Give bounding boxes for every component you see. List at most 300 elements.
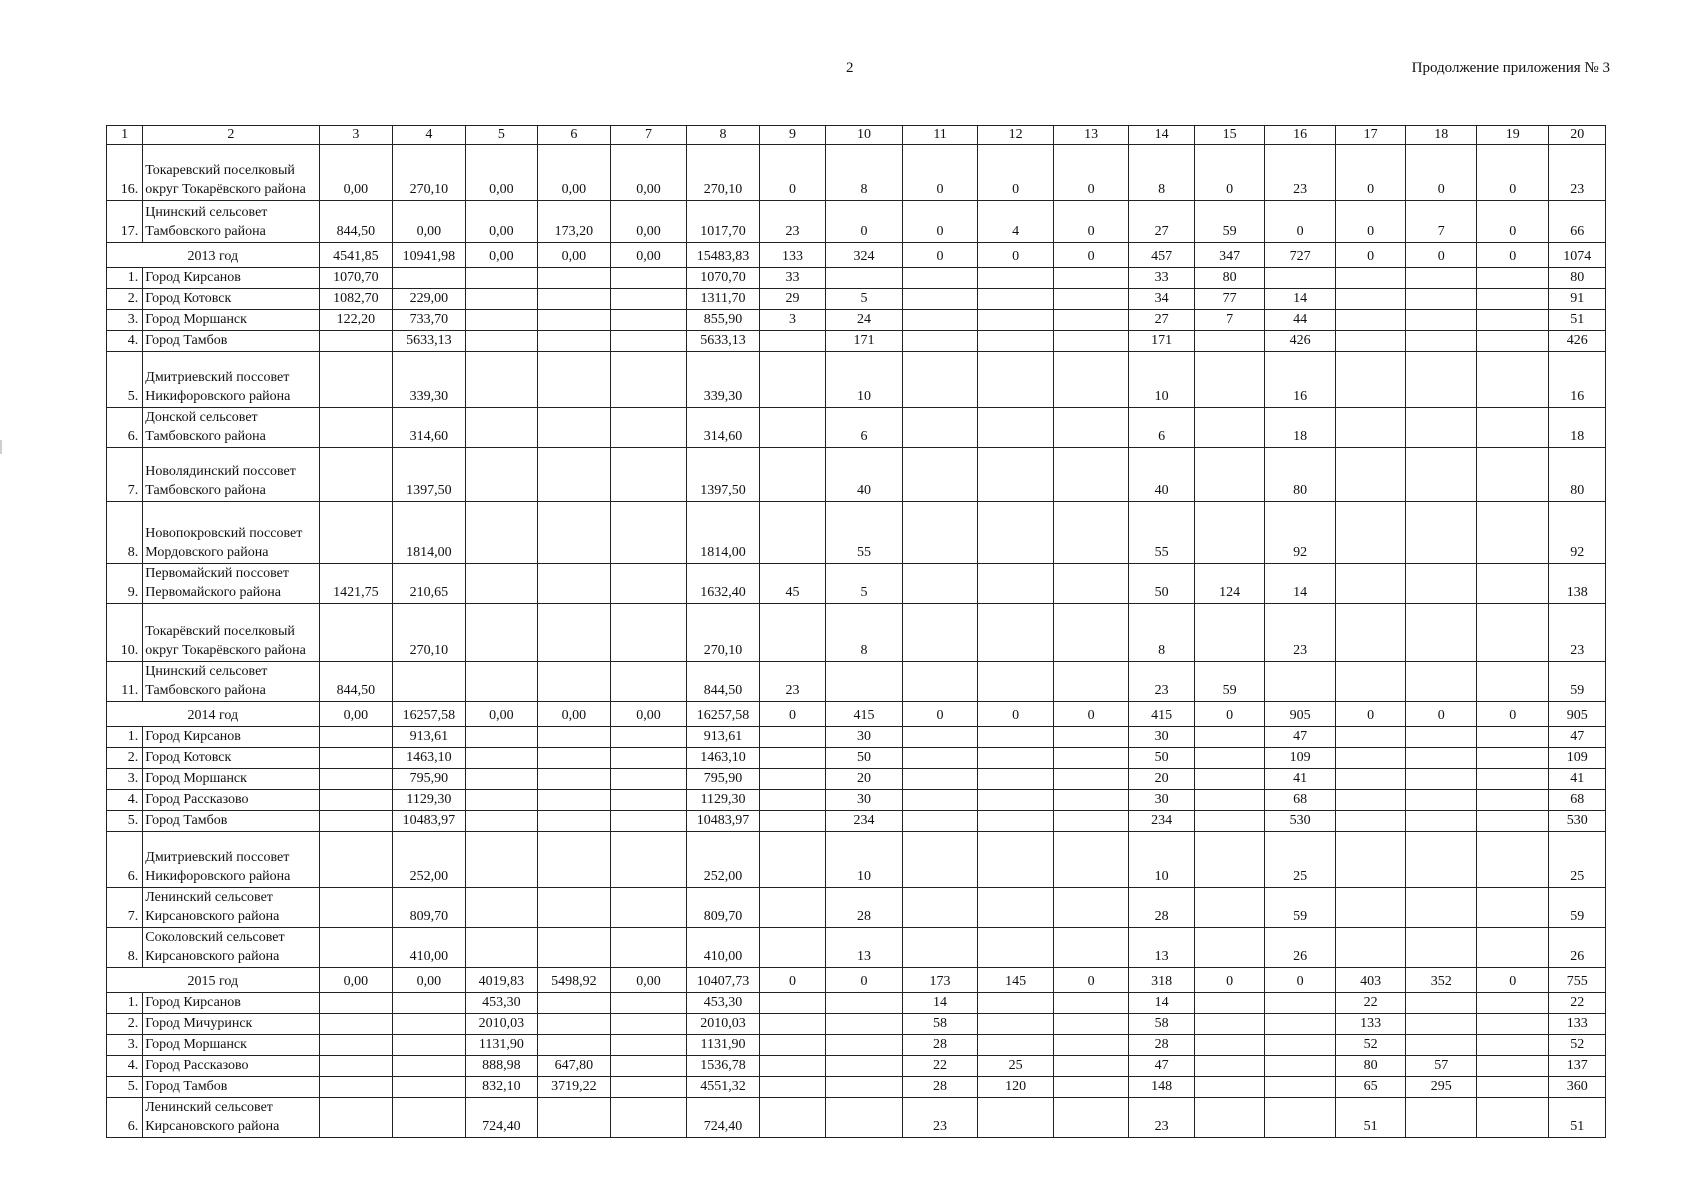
value-cell: 145 bbox=[978, 968, 1054, 993]
value-cell: 14 bbox=[1265, 564, 1336, 604]
value-cell bbox=[978, 268, 1054, 289]
value-cell: 91 bbox=[1549, 289, 1606, 310]
value-cell: 65 bbox=[1335, 1077, 1406, 1098]
value-cell bbox=[610, 662, 687, 702]
value-cell bbox=[1194, 331, 1265, 352]
value-cell bbox=[826, 1098, 903, 1138]
value-cell bbox=[1194, 832, 1265, 888]
value-cell bbox=[1194, 352, 1265, 408]
value-cell bbox=[978, 662, 1054, 702]
value-cell bbox=[1335, 928, 1406, 968]
table-row bbox=[107, 408, 1606, 448]
column-header: 5 bbox=[465, 126, 538, 145]
value-cell: 0 bbox=[902, 145, 978, 201]
value-cell: 0 bbox=[759, 968, 825, 993]
value-cell: 55 bbox=[826, 502, 903, 564]
value-cell bbox=[465, 928, 538, 968]
value-cell: 0,00 bbox=[610, 145, 687, 201]
row-number: 4. bbox=[107, 1056, 143, 1077]
value-cell: 28 bbox=[826, 888, 903, 928]
value-cell: 457 bbox=[1129, 243, 1194, 268]
value-cell: 415 bbox=[826, 702, 903, 727]
value-cell: 3719,22 bbox=[538, 1077, 611, 1098]
value-cell: 0,00 bbox=[465, 702, 538, 727]
value-cell bbox=[610, 1098, 687, 1138]
value-cell: 844,50 bbox=[319, 201, 393, 243]
row-number: 6. bbox=[107, 832, 143, 888]
value-cell bbox=[1053, 268, 1129, 289]
municipality-name: Цнинский сельсовет Тамбовского района bbox=[143, 662, 319, 702]
table-row bbox=[107, 1035, 1606, 1056]
value-cell: 733,70 bbox=[393, 310, 466, 331]
value-cell: 120 bbox=[978, 1077, 1054, 1098]
value-cell bbox=[465, 564, 538, 604]
value-cell bbox=[465, 352, 538, 408]
value-cell bbox=[1476, 748, 1549, 769]
table-row bbox=[107, 448, 1606, 502]
value-cell bbox=[1406, 662, 1477, 702]
value-cell: 23 bbox=[1265, 145, 1336, 201]
value-cell bbox=[902, 748, 978, 769]
value-cell: 0,00 bbox=[610, 702, 687, 727]
municipality-name: Город Котовск bbox=[143, 748, 319, 769]
value-cell: 25 bbox=[1265, 832, 1336, 888]
value-cell: 6 bbox=[826, 408, 903, 448]
value-cell: 173 bbox=[902, 968, 978, 993]
value-cell: 133 bbox=[1335, 1014, 1406, 1035]
value-cell: 33 bbox=[759, 268, 825, 289]
value-cell: 0 bbox=[1476, 201, 1549, 243]
value-cell bbox=[610, 502, 687, 564]
value-cell bbox=[978, 1035, 1054, 1056]
municipality-name: Город Кирсанов bbox=[143, 268, 319, 289]
value-cell: 27 bbox=[1129, 310, 1194, 331]
value-cell: 913,61 bbox=[393, 727, 466, 748]
value-cell bbox=[319, 769, 393, 790]
value-cell: 15483,83 bbox=[687, 243, 760, 268]
value-cell: 59 bbox=[1194, 201, 1265, 243]
value-cell: 0,00 bbox=[393, 201, 466, 243]
value-cell: 29 bbox=[759, 289, 825, 310]
value-cell: 1129,30 bbox=[687, 790, 760, 811]
value-cell: 844,50 bbox=[319, 662, 393, 702]
value-cell: 360 bbox=[1549, 1077, 1606, 1098]
value-cell bbox=[1335, 748, 1406, 769]
value-cell bbox=[538, 1035, 611, 1056]
row-number: 6. bbox=[107, 408, 143, 448]
municipality-name: Токарёвский поселковый округ Токарёвского района bbox=[143, 604, 319, 662]
value-cell: 0 bbox=[1335, 702, 1406, 727]
value-cell bbox=[1335, 811, 1406, 832]
municipality-name: Город Кирсанов bbox=[143, 993, 319, 1014]
value-cell: 1814,00 bbox=[393, 502, 466, 564]
value-cell: 347 bbox=[1194, 243, 1265, 268]
value-cell bbox=[978, 832, 1054, 888]
value-cell bbox=[538, 331, 611, 352]
value-cell bbox=[538, 268, 611, 289]
value-cell: 13 bbox=[1129, 928, 1194, 968]
value-cell bbox=[319, 1014, 393, 1035]
column-header: 12 bbox=[978, 126, 1054, 145]
value-cell: 24 bbox=[826, 310, 903, 331]
value-cell bbox=[902, 769, 978, 790]
table-row bbox=[107, 790, 1606, 811]
row-number: 1. bbox=[107, 268, 143, 289]
value-cell bbox=[1053, 352, 1129, 408]
value-cell: 0,00 bbox=[319, 968, 393, 993]
value-cell bbox=[393, 662, 466, 702]
value-cell bbox=[978, 811, 1054, 832]
year-summary-row bbox=[107, 968, 1606, 993]
value-cell: 28 bbox=[1129, 888, 1194, 928]
value-cell: 18 bbox=[1549, 408, 1606, 448]
table-row bbox=[107, 289, 1606, 310]
value-cell: 50 bbox=[1129, 564, 1194, 604]
value-cell: 2010,03 bbox=[465, 1014, 538, 1035]
row-number: 5. bbox=[107, 1077, 143, 1098]
value-cell bbox=[393, 1014, 466, 1035]
value-cell bbox=[1476, 727, 1549, 748]
value-cell bbox=[1265, 1035, 1336, 1056]
value-cell bbox=[1476, 1035, 1549, 1056]
value-cell bbox=[1406, 604, 1477, 662]
table-row bbox=[107, 769, 1606, 790]
value-cell bbox=[1406, 310, 1477, 331]
value-cell bbox=[1476, 331, 1549, 352]
value-cell: 45 bbox=[759, 564, 825, 604]
value-cell: 109 bbox=[1549, 748, 1606, 769]
value-cell bbox=[1265, 268, 1336, 289]
value-cell bbox=[1406, 448, 1477, 502]
value-cell: 8 bbox=[1129, 145, 1194, 201]
table-row bbox=[107, 145, 1606, 201]
value-cell: 80 bbox=[1194, 268, 1265, 289]
municipality-name: Дмитриевский поссовет Никифоровского района bbox=[143, 832, 319, 888]
value-cell bbox=[538, 352, 611, 408]
column-header: 14 bbox=[1129, 126, 1194, 145]
value-cell: 122,20 bbox=[319, 310, 393, 331]
municipality-name: Город Моршанск bbox=[143, 1035, 319, 1056]
value-cell bbox=[1194, 888, 1265, 928]
value-cell bbox=[759, 1056, 825, 1077]
value-cell: 50 bbox=[1129, 748, 1194, 769]
value-cell bbox=[1335, 832, 1406, 888]
value-cell: 0 bbox=[1194, 145, 1265, 201]
value-cell: 0 bbox=[1053, 702, 1129, 727]
value-cell: 47 bbox=[1129, 1056, 1194, 1077]
value-cell bbox=[610, 832, 687, 888]
value-cell: 1814,00 bbox=[687, 502, 760, 564]
value-cell: 410,00 bbox=[687, 928, 760, 968]
value-cell bbox=[978, 928, 1054, 968]
year-summary-row bbox=[107, 243, 1606, 268]
value-cell bbox=[465, 832, 538, 888]
value-cell bbox=[1053, 289, 1129, 310]
value-cell bbox=[1335, 564, 1406, 604]
value-cell bbox=[1335, 769, 1406, 790]
value-cell bbox=[1406, 993, 1477, 1014]
value-cell bbox=[319, 928, 393, 968]
row-number: 3. bbox=[107, 310, 143, 331]
value-cell: 4 bbox=[978, 201, 1054, 243]
value-cell bbox=[978, 727, 1054, 748]
value-cell: 16257,58 bbox=[393, 702, 466, 727]
value-cell bbox=[1194, 604, 1265, 662]
municipality-name: Город Тамбов bbox=[143, 331, 319, 352]
table-row bbox=[107, 748, 1606, 769]
value-cell bbox=[978, 993, 1054, 1014]
value-cell bbox=[1053, 408, 1129, 448]
row-number: 6. bbox=[107, 1098, 143, 1138]
value-cell bbox=[1265, 1077, 1336, 1098]
value-cell bbox=[610, 268, 687, 289]
value-cell: 10 bbox=[826, 352, 903, 408]
value-cell: 14 bbox=[902, 993, 978, 1014]
value-cell bbox=[393, 1077, 466, 1098]
column-header: 4 bbox=[393, 126, 466, 145]
value-cell: 1397,50 bbox=[393, 448, 466, 502]
value-cell bbox=[538, 448, 611, 502]
value-cell bbox=[465, 769, 538, 790]
value-cell: 1421,75 bbox=[319, 564, 393, 604]
row-number: 11. bbox=[107, 662, 143, 702]
value-cell: 59 bbox=[1549, 888, 1606, 928]
row-number: 4. bbox=[107, 790, 143, 811]
value-cell bbox=[1476, 1014, 1549, 1035]
value-cell: 0 bbox=[759, 702, 825, 727]
value-cell bbox=[610, 289, 687, 310]
value-cell bbox=[826, 1077, 903, 1098]
table-row bbox=[107, 352, 1606, 408]
value-cell: 20 bbox=[826, 769, 903, 790]
value-cell bbox=[610, 352, 687, 408]
value-cell: 7 bbox=[1406, 201, 1477, 243]
value-cell bbox=[465, 310, 538, 331]
table-row bbox=[107, 1077, 1606, 1098]
value-cell: 59 bbox=[1265, 888, 1336, 928]
value-cell bbox=[319, 604, 393, 662]
column-header: 9 bbox=[759, 126, 825, 145]
value-cell bbox=[826, 1014, 903, 1035]
value-cell: 0,00 bbox=[538, 145, 611, 201]
table-row bbox=[107, 832, 1606, 888]
value-cell: 727 bbox=[1265, 243, 1336, 268]
value-cell: 832,10 bbox=[465, 1077, 538, 1098]
value-cell: 0 bbox=[826, 968, 903, 993]
value-cell bbox=[1335, 448, 1406, 502]
value-cell bbox=[759, 448, 825, 502]
value-cell: 44 bbox=[1265, 310, 1336, 331]
value-cell: 6 bbox=[1129, 408, 1194, 448]
value-cell bbox=[465, 790, 538, 811]
value-cell bbox=[902, 448, 978, 502]
value-cell bbox=[1406, 811, 1477, 832]
value-cell bbox=[759, 1014, 825, 1035]
value-cell bbox=[1053, 1077, 1129, 1098]
column-header: 17 bbox=[1335, 126, 1406, 145]
value-cell bbox=[538, 289, 611, 310]
row-number: 7. bbox=[107, 448, 143, 502]
value-cell: 270,10 bbox=[687, 604, 760, 662]
value-cell: 66 bbox=[1549, 201, 1606, 243]
value-cell bbox=[1476, 1098, 1549, 1138]
value-cell bbox=[538, 993, 611, 1014]
value-cell bbox=[902, 408, 978, 448]
value-cell: 339,30 bbox=[393, 352, 466, 408]
row-number: 3. bbox=[107, 1035, 143, 1056]
value-cell: 1131,90 bbox=[465, 1035, 538, 1056]
value-cell bbox=[1194, 790, 1265, 811]
value-cell bbox=[538, 811, 611, 832]
value-cell bbox=[1476, 888, 1549, 928]
value-cell bbox=[1476, 564, 1549, 604]
row-number: 2. bbox=[107, 1014, 143, 1035]
table-row bbox=[107, 268, 1606, 289]
value-cell bbox=[538, 769, 611, 790]
value-cell: 4019,83 bbox=[465, 968, 538, 993]
value-cell: 55 bbox=[1129, 502, 1194, 564]
value-cell bbox=[826, 268, 903, 289]
value-cell: 252,00 bbox=[687, 832, 760, 888]
value-cell: 210,65 bbox=[393, 564, 466, 604]
value-cell bbox=[759, 748, 825, 769]
value-cell: 68 bbox=[1549, 790, 1606, 811]
value-cell: 5633,13 bbox=[393, 331, 466, 352]
value-cell bbox=[1194, 408, 1265, 448]
value-cell bbox=[1476, 268, 1549, 289]
value-cell bbox=[1194, 928, 1265, 968]
value-cell bbox=[610, 310, 687, 331]
value-cell bbox=[759, 408, 825, 448]
value-cell bbox=[538, 832, 611, 888]
table-row bbox=[107, 201, 1606, 243]
value-cell: 10 bbox=[826, 832, 903, 888]
value-cell bbox=[1053, 1035, 1129, 1056]
value-cell: 109 bbox=[1265, 748, 1336, 769]
value-cell bbox=[1406, 268, 1477, 289]
value-cell: 30 bbox=[826, 727, 903, 748]
value-cell bbox=[610, 408, 687, 448]
value-cell bbox=[1053, 727, 1129, 748]
value-cell: 13 bbox=[826, 928, 903, 968]
column-header: 2 bbox=[143, 126, 319, 145]
value-cell bbox=[759, 928, 825, 968]
value-cell: 171 bbox=[1129, 331, 1194, 352]
value-cell bbox=[538, 662, 611, 702]
value-cell bbox=[1194, 1077, 1265, 1098]
value-cell: 1463,10 bbox=[687, 748, 760, 769]
value-cell: 913,61 bbox=[687, 727, 760, 748]
value-cell: 138 bbox=[1549, 564, 1606, 604]
table-row bbox=[107, 310, 1606, 331]
table-row bbox=[107, 1014, 1606, 1035]
value-cell bbox=[1406, 352, 1477, 408]
value-cell: 51 bbox=[1335, 1098, 1406, 1138]
value-cell: 426 bbox=[1265, 331, 1336, 352]
value-cell: 23 bbox=[1549, 604, 1606, 662]
value-cell bbox=[1406, 832, 1477, 888]
municipality-name: Город Рассказово bbox=[143, 1056, 319, 1077]
value-cell bbox=[538, 604, 611, 662]
value-cell bbox=[319, 811, 393, 832]
value-cell bbox=[1335, 310, 1406, 331]
value-cell: 1311,70 bbox=[687, 289, 760, 310]
value-cell: 0 bbox=[1053, 243, 1129, 268]
value-cell: 844,50 bbox=[687, 662, 760, 702]
municipality-name: Город Мичуринск bbox=[143, 1014, 319, 1035]
value-cell: 324 bbox=[826, 243, 903, 268]
value-cell: 10483,97 bbox=[687, 811, 760, 832]
value-cell: 0,00 bbox=[538, 243, 611, 268]
value-cell bbox=[1265, 662, 1336, 702]
value-cell: 0 bbox=[1335, 201, 1406, 243]
row-number: 9. bbox=[107, 564, 143, 604]
value-cell bbox=[1406, 408, 1477, 448]
row-number: 3. bbox=[107, 769, 143, 790]
value-cell: 0,00 bbox=[319, 702, 393, 727]
value-cell bbox=[978, 790, 1054, 811]
value-cell bbox=[826, 662, 903, 702]
value-cell bbox=[759, 888, 825, 928]
value-cell: 1082,70 bbox=[319, 289, 393, 310]
value-cell: 4551,32 bbox=[687, 1077, 760, 1098]
value-cell: 1397,50 bbox=[687, 448, 760, 502]
value-cell: 647,80 bbox=[538, 1056, 611, 1077]
value-cell: 0,00 bbox=[319, 145, 393, 201]
table-row bbox=[107, 993, 1606, 1014]
value-cell bbox=[1406, 331, 1477, 352]
value-cell bbox=[759, 727, 825, 748]
value-cell: 8 bbox=[826, 145, 903, 201]
value-cell bbox=[1265, 1056, 1336, 1077]
value-cell: 77 bbox=[1194, 289, 1265, 310]
value-cell bbox=[902, 564, 978, 604]
column-header: 18 bbox=[1406, 126, 1477, 145]
value-cell: 22 bbox=[1549, 993, 1606, 1014]
value-cell bbox=[610, 748, 687, 769]
value-cell bbox=[1194, 811, 1265, 832]
value-cell bbox=[319, 748, 393, 769]
value-cell bbox=[319, 408, 393, 448]
value-cell bbox=[1406, 928, 1477, 968]
value-cell bbox=[1053, 564, 1129, 604]
value-cell: 16 bbox=[1549, 352, 1606, 408]
value-cell: 171 bbox=[826, 331, 903, 352]
value-cell bbox=[465, 662, 538, 702]
value-cell: 8 bbox=[1129, 604, 1194, 662]
value-cell: 905 bbox=[1549, 702, 1606, 727]
row-number: 17. bbox=[107, 201, 143, 243]
value-cell bbox=[1194, 769, 1265, 790]
value-cell: 453,30 bbox=[465, 993, 538, 1014]
municipality-name: Первомайский поссовет Первомайского района bbox=[143, 564, 319, 604]
value-cell bbox=[1335, 502, 1406, 564]
row-number: 10. bbox=[107, 604, 143, 662]
row-number: 4. bbox=[107, 331, 143, 352]
value-cell bbox=[610, 790, 687, 811]
value-cell: 23 bbox=[902, 1098, 978, 1138]
value-cell: 41 bbox=[1549, 769, 1606, 790]
value-cell bbox=[1053, 769, 1129, 790]
column-header: 6 bbox=[538, 126, 611, 145]
row-number: 1. bbox=[107, 993, 143, 1014]
municipality-name: Токаревский поселковый округ Токарёвского района bbox=[143, 145, 319, 201]
value-cell bbox=[1053, 310, 1129, 331]
table-row bbox=[107, 1098, 1606, 1138]
value-cell bbox=[759, 1077, 825, 1098]
value-cell: 133 bbox=[1549, 1014, 1606, 1035]
value-cell: 22 bbox=[902, 1056, 978, 1077]
